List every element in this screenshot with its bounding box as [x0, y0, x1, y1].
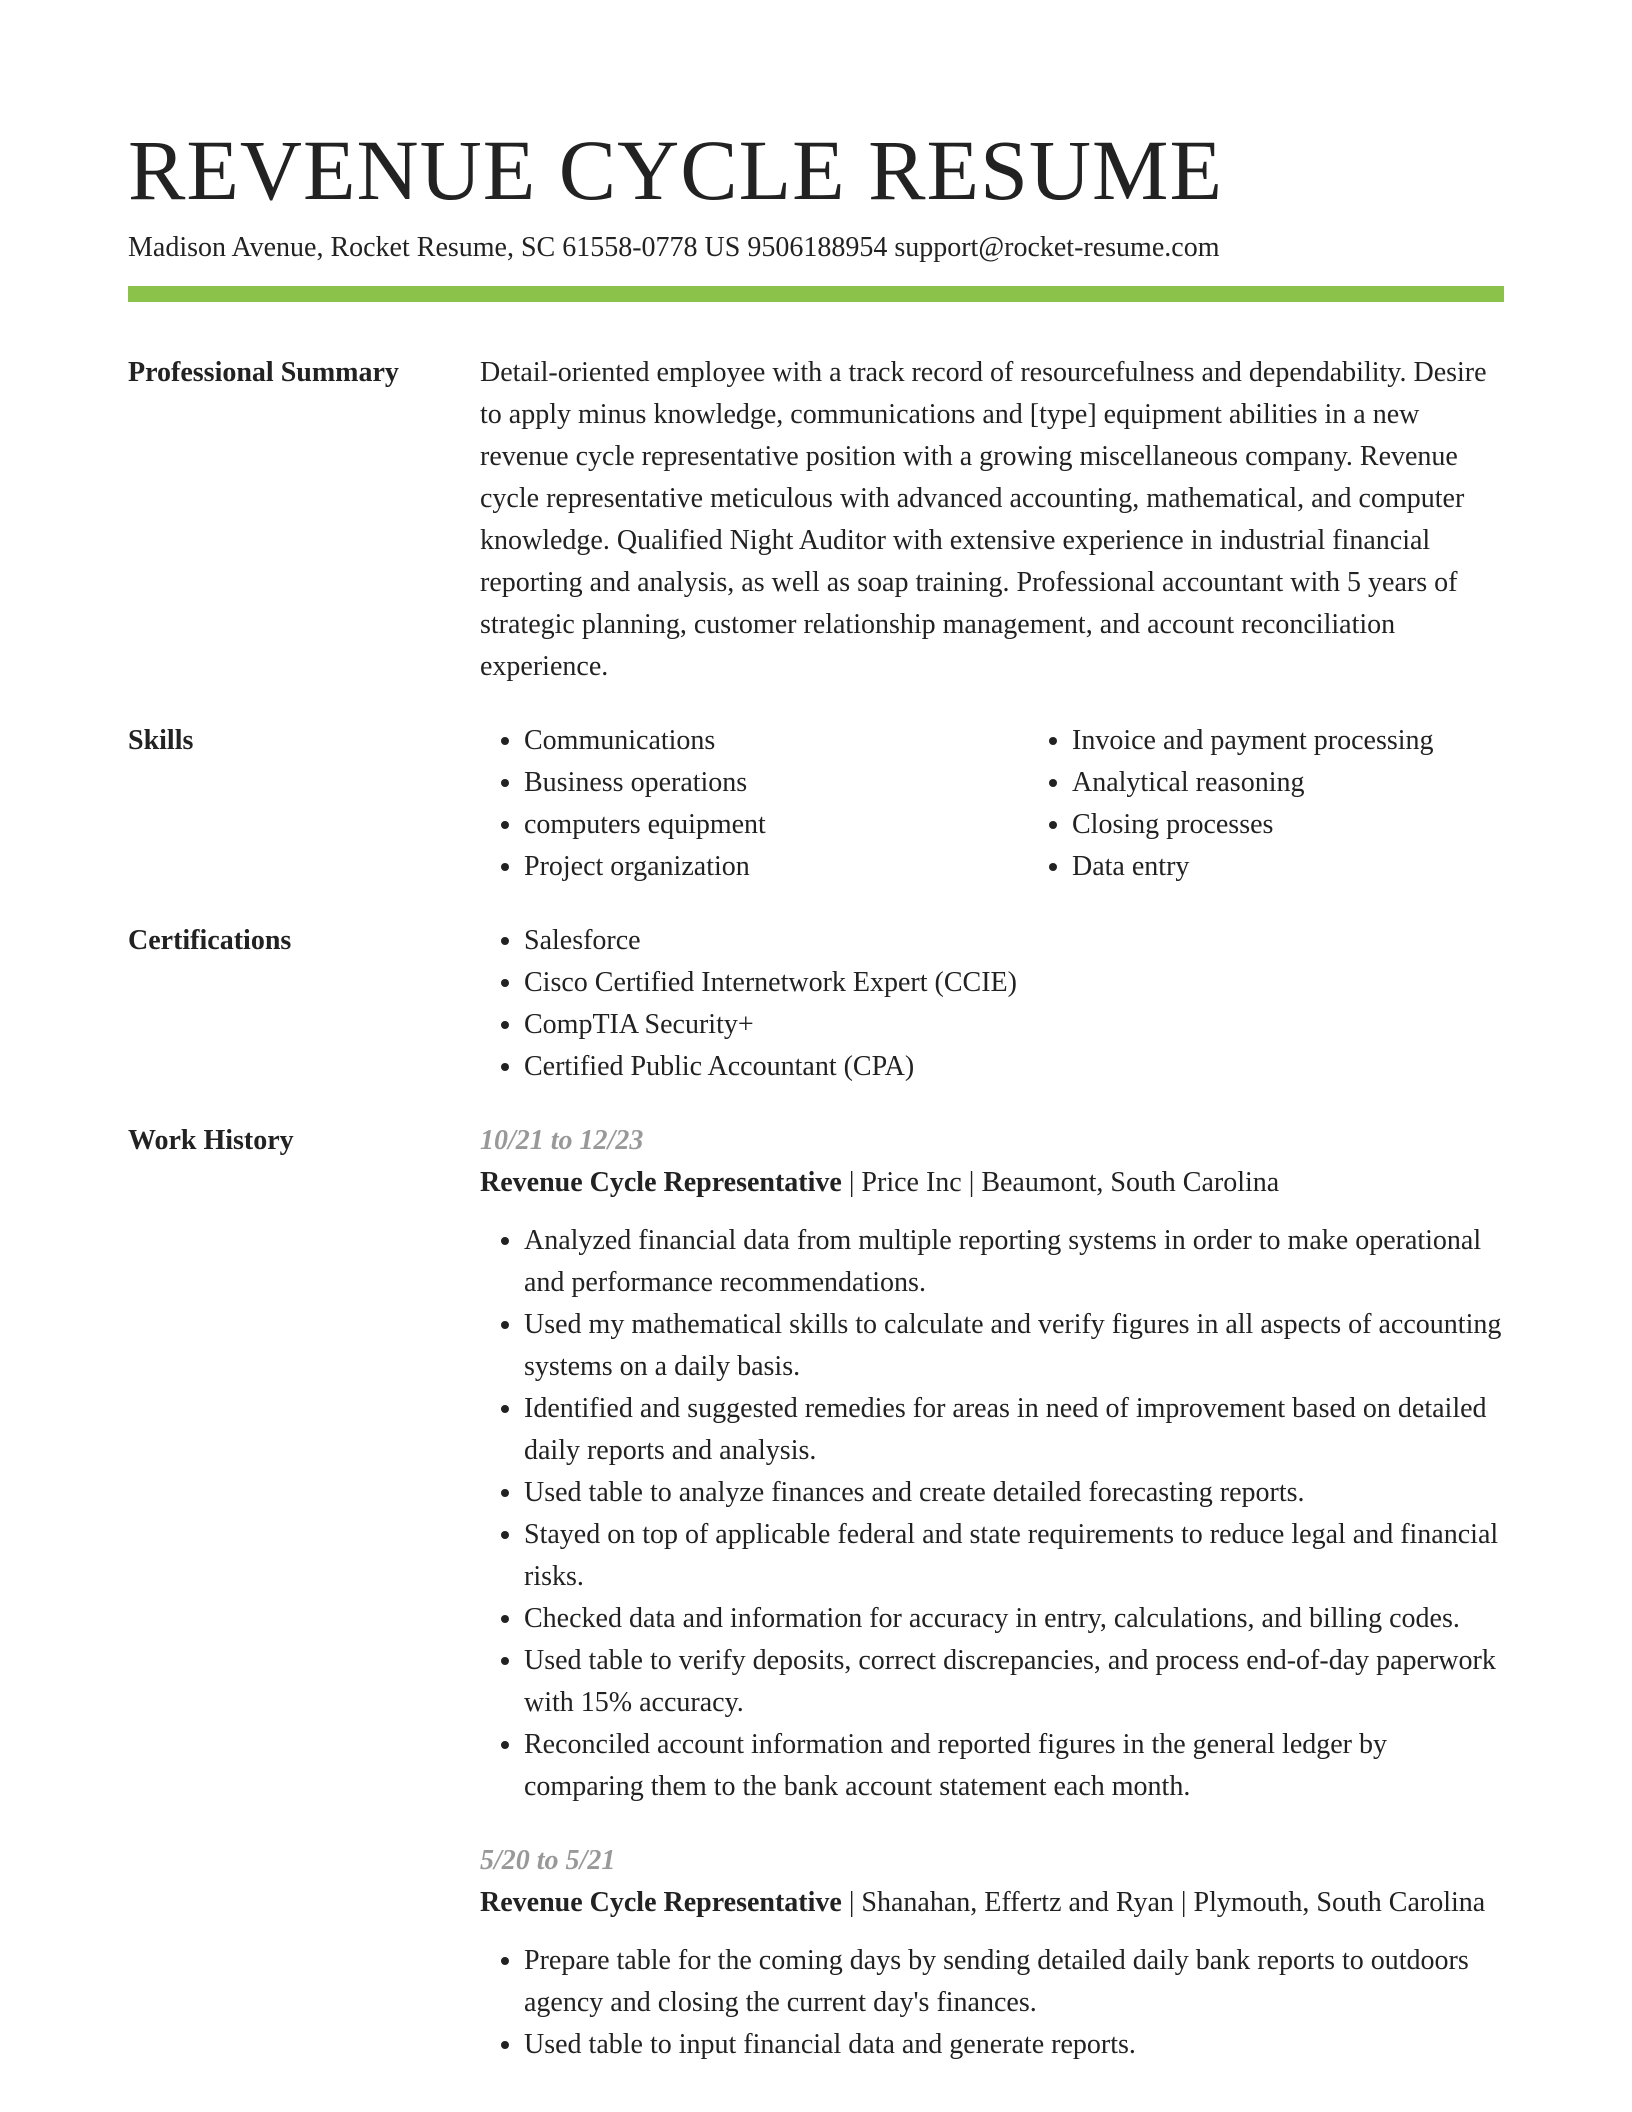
skills-section [128, 720, 1504, 888]
accent-divider [128, 286, 1504, 302]
summary-section [128, 352, 1504, 688]
skill-item: • Closing processes [1072, 804, 1576, 846]
job-bullets [480, 1220, 1504, 1808]
skill-item: • Business operations [524, 762, 1028, 804]
certification-item: • Salesforce [524, 920, 1504, 962]
job-bullet: • Used table to analyze finances and create detailed forecasting reports. [524, 1472, 1504, 1514]
skill-item: • Invoice and payment processing [1072, 720, 1576, 762]
job-bullet: • Checked data and information for accuracy in entry, calculations, and billing codes. [524, 1598, 1504, 1640]
work-history-section [128, 1120, 1504, 2066]
job-title-line [480, 1882, 1504, 1924]
job-role: Revenue Cycle Representative [480, 1167, 842, 1198]
job-role: Revenue Cycle Representative [480, 1887, 842, 1918]
job-bullet: • Reconciled account information and reported figures in the general ledger by comparing them to the bank account statement each month. [524, 1724, 1504, 1808]
contact-line: Madison Avenue, Rocket Resume, SC 61558-0778 US 9506188954 support@rocket-resume.com [128, 232, 1220, 263]
job-bullet: • Identified and suggested remedies for areas in need of improvement based on detailed daily reports and analysis. [524, 1388, 1504, 1472]
job-entry [480, 1840, 1504, 2066]
job-bullet: • Used table to input financial data and generate reports. [524, 2024, 1504, 2066]
skill-item: • Project organization [524, 846, 1028, 888]
work-history-label: Work History [128, 1125, 294, 1156]
skill-item: • Communications [524, 720, 1028, 762]
job-bullets [480, 1940, 1504, 2066]
skills-list-right [1028, 720, 1576, 888]
certification-item: • Certified Public Accountant (CPA) [524, 1046, 1504, 1088]
summary-text: Detail-oriented employee with a track record of resourcefulness and dependability. Desire to apply minus knowledge, communications and [type] equipment abilities in a new revenue cycle representative position with a growing miscellaneous company. Revenue cycle representative meticulous with advanced accounting, mathematical, and computer knowledge. Qualified Night Auditor with extensive experience in industrial financial reporting and analysis, as well as soap training. Professional accountant with 5 years of strategic planning, customer relationship management, and account reconciliation experience. [480, 357, 1487, 682]
job-bullet: • Used my mathematical skills to calculate and verify figures in all aspects of accounting systems on a daily basis. [524, 1304, 1504, 1388]
skill-item: • Data entry [1072, 846, 1576, 888]
skill-item: • computers equipment [524, 804, 1028, 846]
job-entry [480, 1120, 1504, 1808]
skills-list-left [480, 720, 1028, 888]
certifications-section [128, 920, 1504, 1088]
resume-page [128, 120, 1504, 2066]
job-employer-location: | Shanahan, Effertz and Ryan | Plymouth, South Carolina [841, 1887, 1486, 1918]
job-employer-location: | Price Inc | Beaumont, South Carolina [841, 1167, 1280, 1198]
job-bullet: • Used table to verify deposits, correct discrepancies, and process end-of-day paperwork with 15% accuracy. [524, 1640, 1504, 1724]
job-dates: 10/21 to 12/23 [480, 1125, 644, 1156]
certifications-label: Certifications [128, 925, 292, 956]
certification-item: • CompTIA Security+ [524, 1004, 1504, 1046]
skills-label: Skills [128, 725, 194, 756]
job-title-line [480, 1162, 1504, 1204]
certification-item: • Cisco Certified Internetwork Expert (CCIE) [524, 962, 1504, 1004]
skill-item: • Analytical reasoning [1072, 762, 1576, 804]
job-bullet: • Prepare table for the coming days by sending detailed daily bank reports to outdoors agency and closing the current day's finances. [524, 1940, 1504, 2024]
summary-label: Professional Summary [128, 357, 399, 388]
resume-title: REVENUE CYCLE RESUME [128, 122, 1223, 218]
job-dates: 5/20 to 5/21 [480, 1845, 616, 1876]
job-bullet: • Analyzed financial data from multiple reporting systems in order to make operational and performance recommendations. [524, 1220, 1504, 1304]
certifications-list [480, 920, 1504, 1088]
job-bullet: • Stayed on top of applicable federal and state requirements to reduce legal and financial risks. [524, 1514, 1504, 1598]
